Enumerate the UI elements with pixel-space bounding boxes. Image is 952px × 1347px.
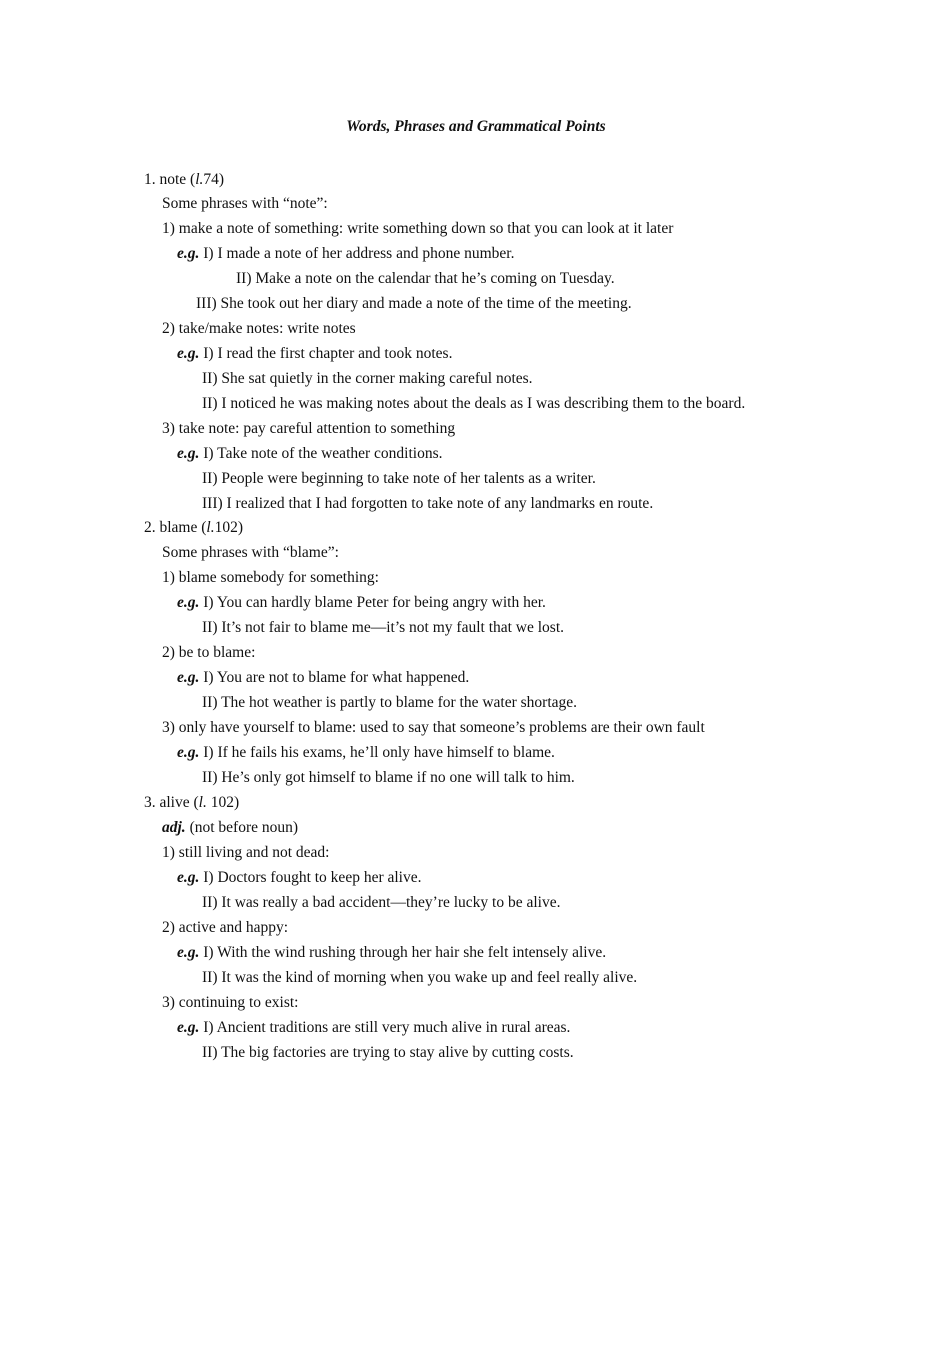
example-line	[177, 244, 514, 264]
sense-definition: 2) take/make notes: write notes	[162, 320, 356, 337]
eg-label: e.g.	[177, 669, 200, 686]
eg-label: e.g.	[177, 869, 200, 886]
example-line	[177, 1018, 570, 1038]
example-text: I) With the wind rushing through her hair she felt intensely alive.	[203, 944, 607, 961]
sense-definition: 2) be to blame:	[162, 644, 256, 661]
example-line	[177, 743, 555, 763]
example-line	[177, 344, 452, 364]
example-line: II) It was the kind of morning when you wake up and feel really alive.	[202, 969, 638, 986]
example-line	[177, 444, 443, 464]
eg-label: e.g.	[177, 445, 200, 462]
example-text: I) Take note of the weather conditions.	[203, 445, 443, 462]
example-line: II) It’s not fair to blame me—it’s not my fault that we lost.	[202, 619, 565, 636]
example-text: I) I read the first chapter and took notes.	[203, 345, 453, 362]
entry-intro: Some phrases with “note”:	[162, 195, 328, 212]
example-line: III) I realized that I had forgotten to take note of any landmarks en route.	[202, 495, 654, 512]
entry-heading-blame	[144, 518, 243, 538]
sense-definition: 2) active and happy:	[162, 919, 289, 936]
example-text: I) Ancient traditions are still very much alive in rural areas.	[203, 1019, 571, 1036]
eg-label: e.g.	[177, 345, 200, 362]
example-text: I) You can hardly blame Peter for being angry with her.	[203, 594, 546, 611]
line-ref: l.	[206, 519, 215, 536]
heading-text: 1. note (	[144, 171, 196, 188]
example-line: II) He’s only got himself to blame if no one will talk to him.	[202, 769, 575, 786]
sense-definition: 3) take note: pay careful attention to something	[162, 420, 456, 437]
pos-note: (not before noun)	[185, 819, 299, 836]
eg-label: e.g.	[177, 1019, 200, 1036]
example-line	[177, 593, 546, 613]
heading-text: 3. alive (	[144, 794, 199, 811]
example-text: I) If he fails his exams, he’ll only have himself to blame.	[203, 744, 555, 761]
eg-label: e.g.	[177, 245, 200, 262]
example-text: I) I made a note of her address and phone number.	[203, 245, 515, 262]
sense-definition: 1) make a note of something: write something down so that you can look at it later	[162, 220, 674, 237]
entry-heading-note	[144, 170, 224, 190]
example-line: II) The hot weather is partly to blame for the water shortage.	[202, 694, 578, 711]
example-line	[177, 668, 469, 688]
example-text: I) You are not to blame for what happened.	[203, 669, 470, 686]
eg-label: e.g.	[177, 744, 200, 761]
example-line: II) The big factories are trying to stay alive by cutting costs.	[202, 1044, 574, 1061]
heading-text: 74)	[203, 171, 225, 188]
heading-text: 2. blame (	[144, 519, 207, 536]
example-line: II) People were beginning to take note of her talents as a writer.	[202, 470, 596, 487]
heading-text: 102)	[214, 519, 244, 536]
part-of-speech-line	[162, 818, 298, 838]
example-line: III) She took out her diary and made a note of the time of the meeting.	[196, 295, 632, 312]
sense-definition: 1) blame somebody for something:	[162, 569, 379, 586]
example-text: I) Doctors fought to keep her alive.	[203, 869, 422, 886]
part-of-speech: adj.	[162, 819, 186, 836]
eg-label: e.g.	[177, 944, 200, 961]
example-line	[177, 868, 421, 888]
page-title: Words, Phrases and Grammatical Points	[346, 118, 606, 135]
example-line: II) She sat quietly in the corner making careful notes.	[202, 370, 533, 387]
sense-definition: 1) still living and not dead:	[162, 844, 330, 861]
example-line: II) Make a note on the calendar that he’s coming on Tuesday.	[236, 270, 615, 287]
heading-text: 102)	[206, 794, 240, 811]
entry-heading-alive	[144, 793, 239, 813]
sense-definition: 3) continuing to exist:	[162, 994, 299, 1011]
eg-label: e.g.	[177, 594, 200, 611]
example-line: II) I noticed he was making notes about the deals as I was describing them to the board.	[202, 395, 746, 412]
entry-intro: Some phrases with “blame”:	[162, 544, 339, 561]
line-ref: l.	[195, 171, 204, 188]
line-ref: l.	[198, 794, 207, 811]
example-line	[177, 943, 606, 963]
sense-definition: 3) only have yourself to blame: used to say that someone’s problems are their own fault	[162, 719, 705, 736]
example-line: II) It was really a bad accident—they’re lucky to be alive.	[202, 894, 561, 911]
